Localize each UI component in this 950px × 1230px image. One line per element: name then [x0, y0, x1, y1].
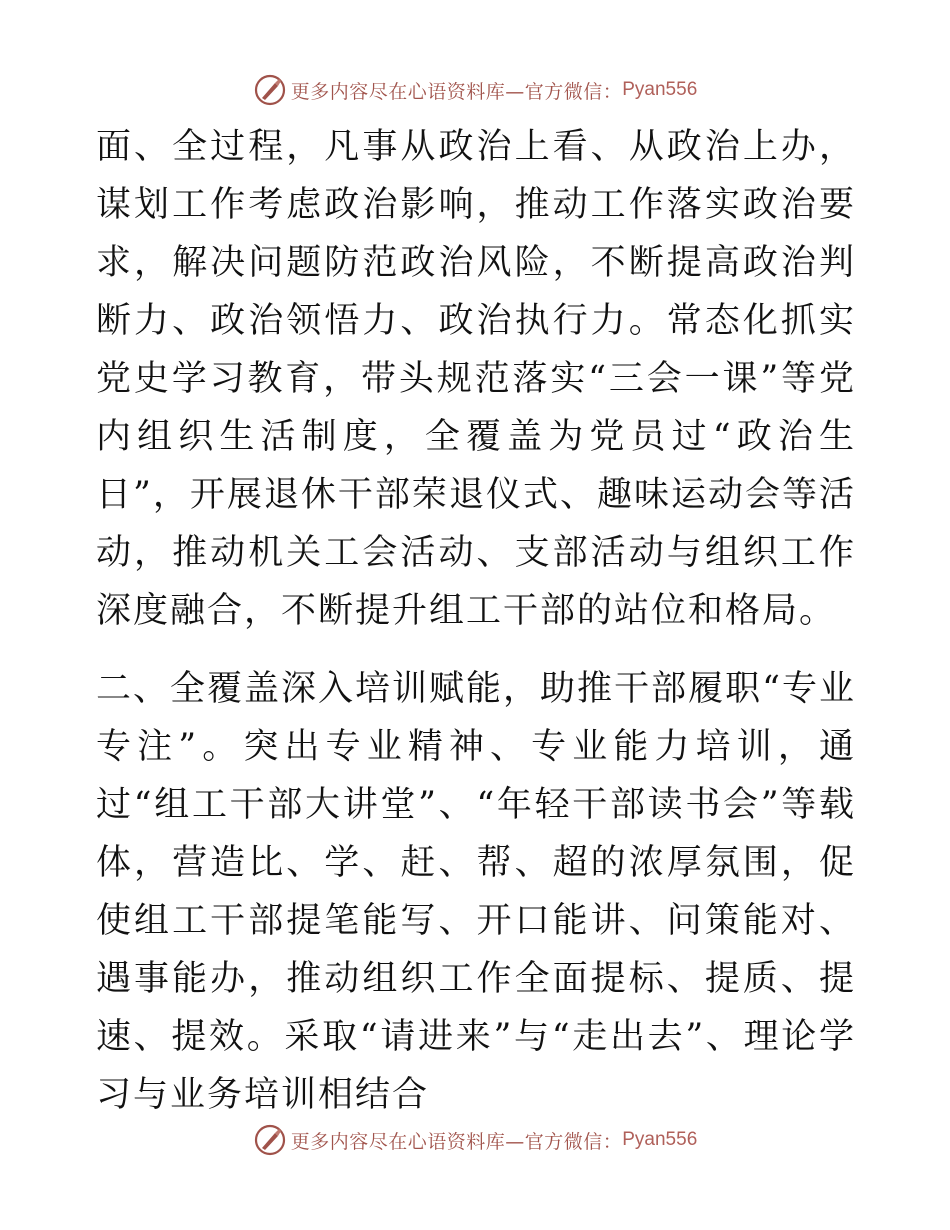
watermark-wechat-id: Pyan556: [622, 79, 698, 100]
document-body: [96, 118, 856, 1124]
pen-logo-icon: [253, 1123, 287, 1157]
pen-logo-icon: [253, 73, 287, 107]
watermark-header: [0, 70, 950, 110]
watermark-text: 更多内容尽在心语资料库—官方微信：: [290, 80, 623, 103]
watermark-wechat-id: Pyan556: [622, 1129, 698, 1150]
paragraph-2: 二、全覆盖深入培训赋能，助推干部履职“专业专注”。突出专业精神、专业能力培训，通过“组工干部大讲堂”、“年轻干部读书会”等载体，营造比、学、赶、帮、超的浓厚氛围，促使组工干部提笔能写、开口能讲、问策能对、遇事能办，推动组织工作全面提标、提质、提速、提效。采取“请进来”与“走出去”、理论学习与业务培训相结合: [96, 669, 856, 1115]
watermark-text: 更多内容尽在心语资料库—官方微信：: [290, 1130, 623, 1153]
paragraph-1: 面、全过程，凡事从政治上看、从政治上办，谋划工作考虑政治影响，推动工作落实政治要求，解决问题防范政治风险，不断提高政治判断力、政治领悟力、政治执行力。常态化抓实党史学习教育，带头规范落实“三会一课”等党内组织生活制度，全覆盖为党员过“政治生日”，开展退休干部荣退仪式、趣味运动会等活动，推动机关工会活动、支部活动与组织工作深度融合，不断提升组工干部的站位和格局。: [96, 127, 856, 631]
watermark-footer: [0, 1120, 950, 1160]
